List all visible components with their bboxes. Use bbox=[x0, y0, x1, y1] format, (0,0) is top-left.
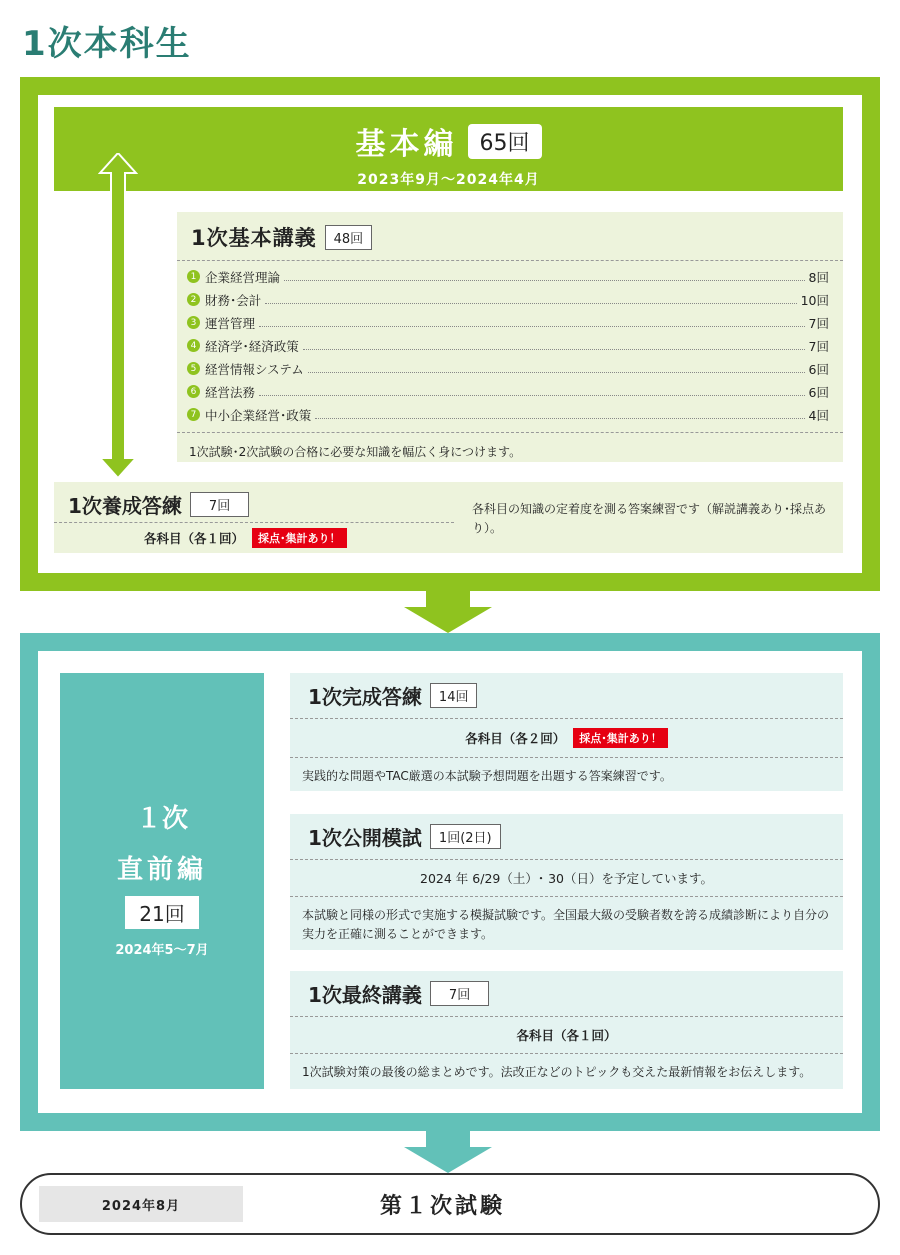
number-badge: 7 bbox=[187, 408, 200, 421]
scoring-badge: 採点･集計あり！ bbox=[573, 728, 668, 748]
completion-count: 14回 bbox=[430, 683, 478, 708]
subject-name: 運営管理 bbox=[205, 315, 256, 331]
scoring-badge: 採点･集計あり！ bbox=[252, 528, 347, 548]
last-lecture-title: 1次最終講義 bbox=[308, 983, 422, 1007]
mock-exam-card bbox=[290, 814, 843, 950]
subject-count: 4回 bbox=[808, 407, 829, 423]
subject-count: 7回 bbox=[808, 338, 829, 354]
double-arrow-icon bbox=[98, 153, 138, 478]
exam-title: 第１次試験 bbox=[380, 1194, 506, 1219]
page-title: 1次本科生 bbox=[22, 24, 192, 64]
number-badge: 6 bbox=[187, 385, 200, 398]
basic-period: 2023年9月～2024年4月 bbox=[357, 172, 540, 188]
final-stage-inner bbox=[38, 651, 862, 1113]
number-badge: 5 bbox=[187, 362, 200, 375]
list-item bbox=[187, 403, 829, 426]
final-stage-header bbox=[60, 673, 264, 1089]
down-arrow-icon bbox=[404, 591, 492, 633]
final-stage-count: 21回 bbox=[125, 896, 198, 929]
number-badge: 3 bbox=[187, 316, 200, 329]
list-item bbox=[187, 380, 829, 403]
basic-section bbox=[20, 77, 880, 591]
final-stage-section bbox=[20, 633, 880, 1131]
training-box bbox=[54, 482, 843, 553]
list-item bbox=[187, 334, 829, 357]
exam-banner bbox=[20, 1173, 880, 1235]
subject-name: 経営法務 bbox=[205, 384, 256, 400]
final-stage-period: 2024年5～7月 bbox=[115, 943, 209, 958]
list-item bbox=[187, 357, 829, 380]
list-item bbox=[187, 265, 829, 288]
mock-description: 本試験と同様の形式で実施する模擬試験です。全国最大級の受験者数を誇る成績診断により自分の実力を正確に測ることができます。 bbox=[302, 908, 830, 941]
number-badge: 1 bbox=[187, 270, 200, 283]
training-sub: 各科目（各１回） bbox=[144, 531, 245, 546]
number-badge: 2 bbox=[187, 293, 200, 306]
subject-count: 7回 bbox=[808, 315, 829, 331]
final-stage-title-2: 直前編 bbox=[116, 855, 207, 885]
basic-lecture-title: 1次基本講義 bbox=[191, 226, 317, 250]
training-count: 7回 bbox=[190, 492, 249, 517]
final-stage-title-1: １次 bbox=[135, 804, 188, 834]
exam-date: 2024年8月 bbox=[39, 1186, 243, 1222]
basic-header bbox=[54, 107, 843, 191]
completion-sub: 各科目（各２回） bbox=[465, 731, 566, 746]
subject-count: 10回 bbox=[800, 292, 829, 308]
divider bbox=[177, 260, 843, 261]
last-lecture-description: 1次試験対策の最後の総まとめです。法改正などのトピックも交えた最新情報をお伝えします。 bbox=[302, 1065, 812, 1079]
last-lecture-card bbox=[290, 971, 843, 1089]
completion-card bbox=[290, 673, 843, 791]
training-description: 各科目の知識の定着度を測る答案練習です（解説講義あり･採点あり）。 bbox=[472, 502, 827, 535]
basic-lecture-box bbox=[177, 212, 843, 462]
list-item bbox=[187, 288, 829, 311]
basic-title: 基本編 bbox=[355, 127, 458, 162]
subject-count: 8回 bbox=[808, 269, 829, 285]
down-arrow-icon bbox=[404, 1131, 492, 1173]
basic-section-inner bbox=[38, 95, 862, 573]
completion-description: 実践的な問題やTAC厳選の本試験予想問題を出題する答案練習です。 bbox=[302, 769, 672, 783]
basic-count: 65回 bbox=[468, 124, 542, 159]
list-item bbox=[187, 311, 829, 334]
completion-title: 1次完成答練 bbox=[308, 685, 422, 709]
divider bbox=[54, 522, 454, 523]
basic-lecture-description: 1次試験･2次試験の合格に必要な知識を幅広く身につけます。 bbox=[189, 445, 522, 459]
basic-lecture-count: 48回 bbox=[325, 225, 373, 250]
subject-list bbox=[177, 265, 843, 426]
last-lecture-count: 7回 bbox=[430, 981, 489, 1006]
subject-name: 経営情報システム bbox=[205, 361, 304, 377]
number-badge: 4 bbox=[187, 339, 200, 352]
subject-name: 中小企業経営･政策 bbox=[205, 407, 312, 423]
mock-title: 1次公開模試 bbox=[308, 826, 422, 850]
subject-count: 6回 bbox=[808, 384, 829, 400]
subject-count: 6回 bbox=[808, 361, 829, 377]
mock-count: 1回(2日) bbox=[430, 824, 501, 849]
subject-name: 経済学･経済政策 bbox=[205, 338, 299, 354]
subject-name: 財務･会計 bbox=[205, 292, 262, 308]
mock-sub: 2024 年 6/29（土）･ 30（日）を予定しています。 bbox=[420, 871, 713, 886]
subject-name: 企業経営理論 bbox=[205, 269, 281, 285]
last-lecture-sub: 各科目（各１回） bbox=[516, 1028, 617, 1043]
training-title: 1次養成答練 bbox=[68, 494, 182, 518]
